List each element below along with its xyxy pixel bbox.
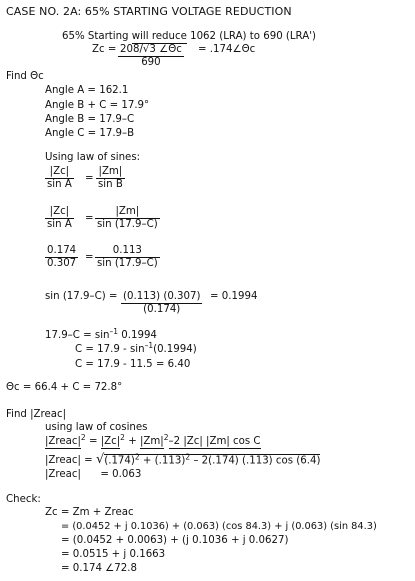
zreac-lhs: |Zreac| = xyxy=(45,455,96,466)
check-line-5: = 0.174 ∠72.8 xyxy=(61,563,137,574)
sin-line-lhs: sin (17.9–C) = xyxy=(45,291,118,302)
intro-text-b: 1062 (LRA) to 690 (LRA') xyxy=(186,31,316,42)
root-term-3: – 2(.174) (.113) cos (6.4) xyxy=(190,455,321,466)
zc-fraction xyxy=(118,45,184,68)
sin-line-fraction xyxy=(121,292,202,315)
page-title: CASE NO. 2A: 65% STARTING VOLTAGE REDUCTION xyxy=(6,5,292,18)
zc-numerator: 208/√3 ∠Θc xyxy=(118,45,184,57)
c1-text: 17.9–C = sin xyxy=(45,330,110,341)
square-exponent: 2 xyxy=(80,433,86,442)
c1-value: 0.1994 xyxy=(118,330,157,341)
square-exponent: 2 xyxy=(163,433,169,442)
zc-term: |Zc| xyxy=(100,436,121,447)
fraction-denominator: sin (17.9–C) xyxy=(97,219,158,231)
square-exponent: 2 xyxy=(120,433,125,442)
sines-fraction-2-right xyxy=(95,207,160,230)
fraction-denominator: sin (17.9–C) xyxy=(97,258,158,270)
check-heading: Check: xyxy=(6,494,41,505)
find-theta-heading: Find Θc xyxy=(6,71,44,82)
sqrt-radicand xyxy=(104,454,320,467)
c-equation-3: C = 17.9 - 11.5 = 6.40 xyxy=(75,359,191,370)
zc-denominator: 690 xyxy=(141,57,161,69)
fraction-numerator: |Zc| xyxy=(45,207,74,219)
fraction-denominator: sin A xyxy=(47,179,72,191)
fraction-numerator: (0.113) (0.307) xyxy=(121,292,202,304)
c-equation-1 xyxy=(45,327,157,341)
check-line-3: = (0.0452 + 0.0063) + (j 0.1036 + j 0.0627) xyxy=(61,535,289,546)
fraction-denominator: (0.174) xyxy=(143,304,181,316)
plus-text: + xyxy=(124,436,140,447)
fraction-numerator: 0.113 xyxy=(95,246,160,258)
angle-b: Angle B = 17.9–C xyxy=(45,114,135,125)
theta-result: Θc = 66.4 + C = 72.8° xyxy=(6,382,123,393)
sines-fraction-3-right xyxy=(95,246,160,269)
cosine-equation-3 xyxy=(45,470,141,480)
zc-lhs: Zc = xyxy=(92,44,117,55)
intro-line xyxy=(62,32,316,42)
c-equation-2 xyxy=(75,341,197,355)
sin-line-result: = 0.1994 xyxy=(210,291,258,302)
zreac-lhs: |Zreac| xyxy=(45,469,81,480)
cos-term: –2 |Zc| |Zm| cos C xyxy=(168,436,261,447)
equals-text: = xyxy=(85,436,101,447)
fraction-numerator: |Zm| xyxy=(95,207,160,219)
angle-a: Angle A = 162.1 xyxy=(45,85,129,96)
c2-text: C = 17.9 - sin xyxy=(75,344,145,355)
zm-term: |Zm| xyxy=(139,436,164,447)
angle-bc: Angle B + C = 17.9° xyxy=(45,100,150,111)
law-of-cosines-heading: using law of cosines xyxy=(45,422,148,433)
equals-sign: = xyxy=(85,252,94,263)
sqrt-icon: √ xyxy=(95,452,105,467)
square-exponent: 2 xyxy=(134,452,140,461)
root-term-1: (.174) xyxy=(104,455,135,466)
fraction-denominator: sin B xyxy=(98,179,123,191)
fraction-numerator: 0.174 xyxy=(45,246,78,258)
check-line-2: = (0.0452 + j 0.1036) + (0.063) (cos 84.3) + j (0.063) (sin 84.3) xyxy=(61,521,377,532)
zreac-term: |Zreac| xyxy=(45,436,81,447)
sines-fraction-1-left xyxy=(45,167,74,190)
intro-text-underlined: will reduce xyxy=(131,31,187,42)
inverse-exponent: –1 xyxy=(109,327,119,336)
zc-rhs: = .174∠Θc xyxy=(198,44,256,55)
equals-sign: = xyxy=(85,173,94,184)
fraction-denominator: sin A xyxy=(47,219,72,231)
fraction-numerator: |Zc| xyxy=(45,167,74,179)
cosine-equation-2 xyxy=(45,453,320,466)
law-of-sines-heading: Using law of sines: xyxy=(45,152,141,163)
intro-text-a: 65% Starting xyxy=(62,31,132,42)
zreac-value: = 0.063 xyxy=(100,469,142,480)
check-line-4: = 0.0515 + j 0.1663 xyxy=(61,549,166,560)
fraction-denominator: 0.307 xyxy=(47,258,77,270)
find-zreac-heading: Find |Zreac| xyxy=(6,409,67,420)
sines-fraction-2-left xyxy=(45,207,74,230)
sines-fraction-1-right xyxy=(96,167,125,190)
root-term-2: + (.113) xyxy=(139,455,186,466)
c2-value: (0.1994) xyxy=(153,344,197,355)
fraction-numerator: |Zm| xyxy=(96,167,125,179)
angle-c: Angle C = 17.9–B xyxy=(45,128,135,139)
check-line-1: Zc = Zm + Zreac xyxy=(45,507,134,518)
equals-sign: = xyxy=(85,213,94,224)
square-exponent: 2 xyxy=(185,452,191,461)
cosine-equation-1 xyxy=(45,433,261,447)
inverse-exponent: –1 xyxy=(144,341,154,350)
sines-fraction-3-left xyxy=(45,246,78,269)
